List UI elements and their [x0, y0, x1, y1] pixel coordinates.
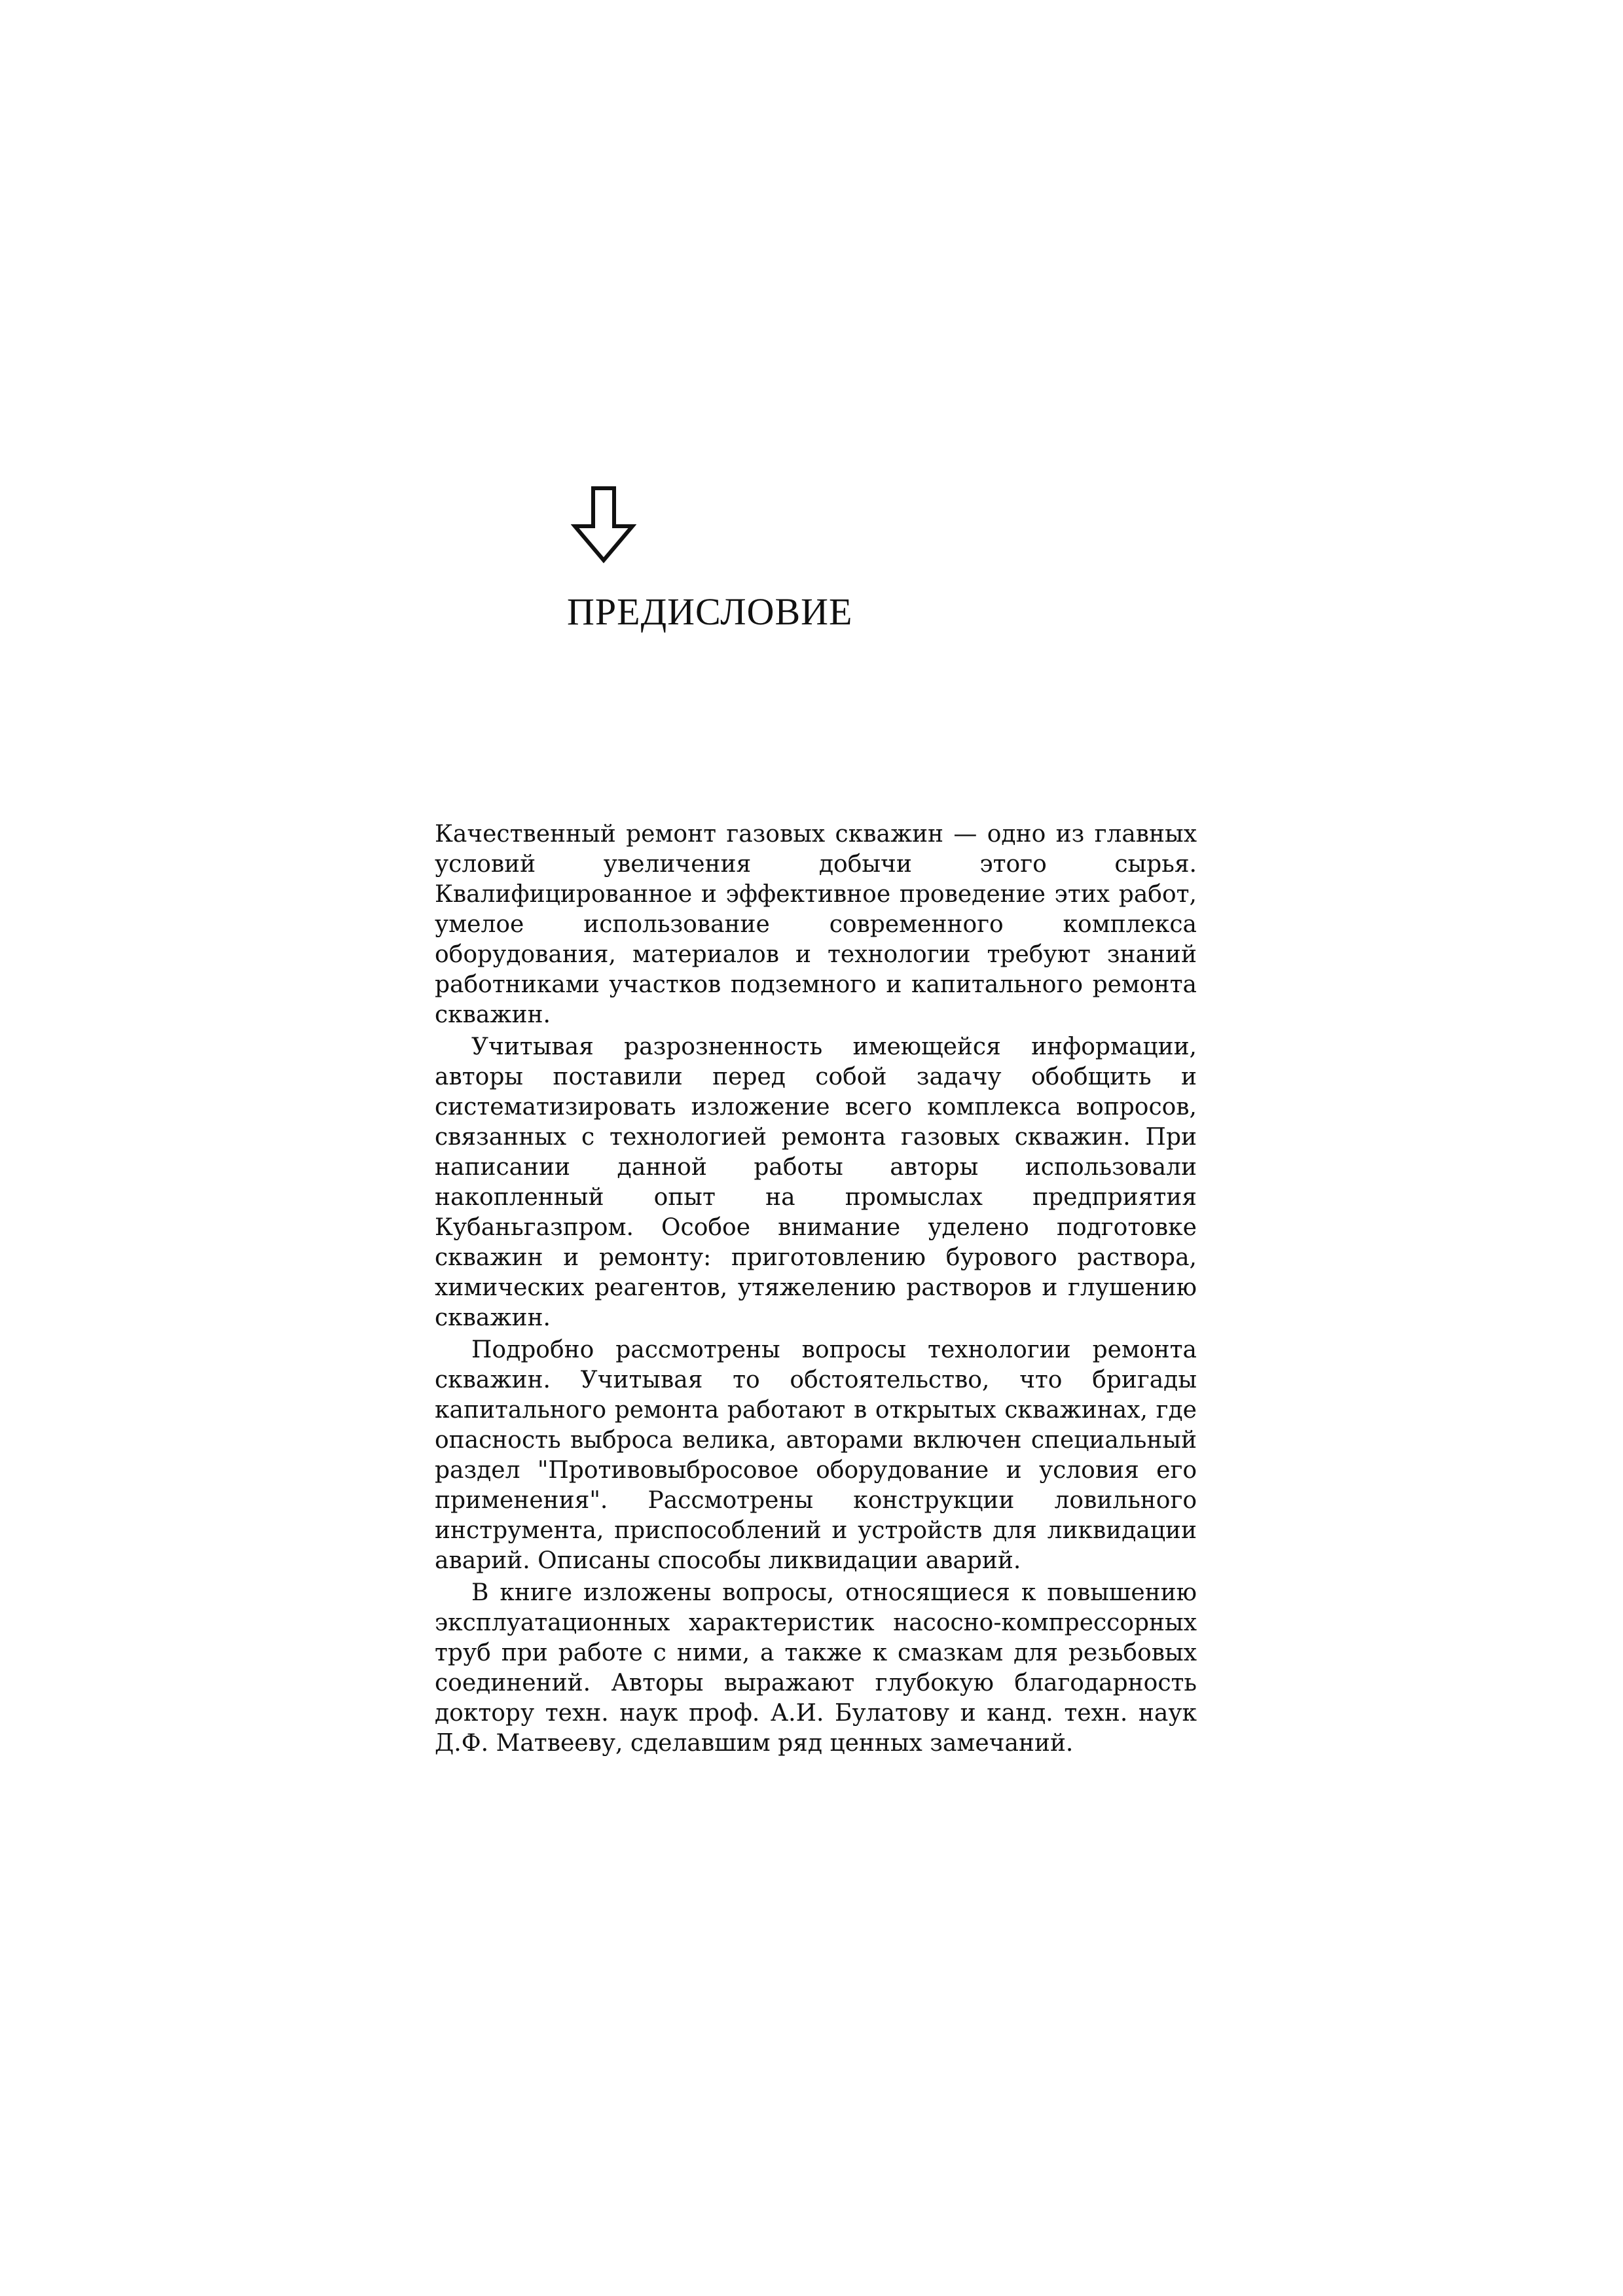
paragraph-4: В книге изложены вопросы, относящиеся к повышению эксплуатационных характеристик насосно-компрессорных труб при работе с ними, а также к смазкам для резьбовых соединений. Авторы выражают глубокую благодарность доктору техн. наук проф. А.И. Булатову и канд. техн. наук Д.Ф. Матвееву, сделавшим ряд ценных замечаний.: [435, 1579, 1197, 1757]
preface-body: [435, 819, 1197, 1761]
paragraph-1: Качественный ремонт газовых скважин — одно из главных условий увеличения добычи этого сырья. Квалифицированное и эффективное проведение этих работ, умелое использование современного комплекса оборудования, материалов и технологии требуют знаний работниками участков подземного и капитального ремонта скважин.: [435, 821, 1197, 1028]
paragraph-3: Подробно рассмотрены вопросы технологии ремонта скважин. Учитывая то обстоятельство, что бригады капитального ремонта работают в открытых скважинах, где опасность выброса велика, авторами включен специальный раздел "Противовыбросовое оборудование и условия его применения". Рассмотрены конструкции ловильного инструмента, приспособлений и устройств для ликвидации аварий. Описаны способы ликвидации аварий.: [435, 1336, 1197, 1574]
paragraph-2: Учитывая разрозненность имеющейся информации, авторы поставили перед собой задачу обобщить и систематизировать изложение всего комплекса вопросов, связанных с технологией ремонта газовых скважин. При написании данной работы авторы использовали накопленный опыт на промыслах предприятия Кубаньгазпром. Особое внимание уделено подготовке скважин и ремонту: приготовлению бурового раствора, химических реагентов, утяжелению растворов и глушению скважин.: [435, 1033, 1197, 1331]
down-arrow-icon: [571, 486, 636, 564]
chapter-title: ПРЕДИСЛОВИЕ: [567, 590, 853, 633]
